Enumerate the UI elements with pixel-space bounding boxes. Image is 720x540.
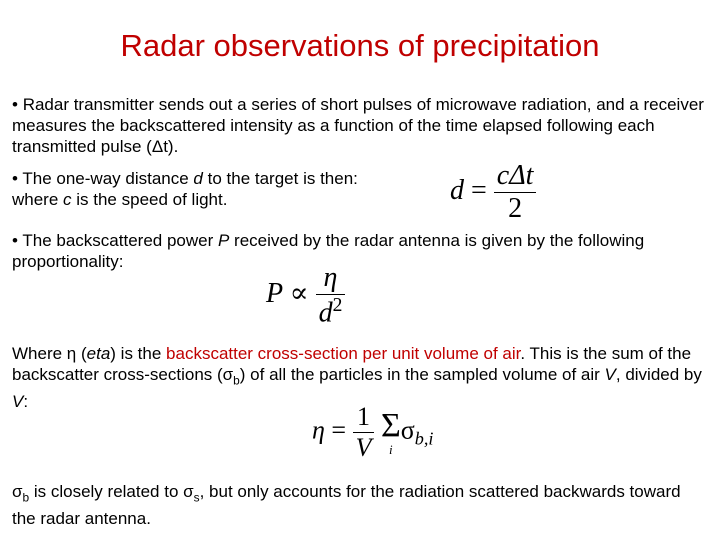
eq3-sigma: σ [400, 415, 415, 445]
subscript-b-2: b [22, 490, 30, 505]
eta-text-mid: ) is the [110, 344, 167, 363]
eq2-denominator [316, 295, 346, 329]
paragraph-sigma [12, 481, 708, 529]
sum-index: i [389, 442, 393, 457]
paragraph-power [12, 230, 708, 272]
eq2-fraction [316, 262, 346, 329]
speed-text-end: is the speed of light. [71, 190, 228, 209]
equation-distance [450, 160, 536, 225]
eq3-lhs: η [312, 415, 325, 445]
var-V: V [604, 365, 616, 384]
var-V-2: V [12, 392, 24, 412]
subscript-b: b [233, 373, 240, 388]
paragraph-distance [12, 168, 708, 210]
eq2-numerator: η [316, 262, 346, 295]
eq3-subscript: b,i [414, 428, 434, 449]
eta-text-end: : [23, 392, 29, 412]
eta-word: eta [86, 344, 111, 363]
slide-title: Radar observations of precipitation [120, 28, 600, 63]
eq3-fraction [353, 402, 375, 463]
bullet: • [12, 231, 18, 250]
subscript-s: s [193, 490, 200, 505]
paragraph-pulses [12, 94, 708, 157]
eq3-denominator: V [355, 433, 372, 462]
equation-eta [312, 402, 433, 463]
sigma-text-end: , but only accounts for the radiation scattered backwards toward the radar antenna. [12, 482, 681, 529]
eq3-numerator: 1 [353, 402, 375, 433]
sum-symbol: Σ [380, 407, 401, 444]
eq2-lhs: P [266, 278, 283, 310]
eq1-numerator: cΔt [494, 160, 537, 193]
distance-text-end: to the target is then: [202, 169, 358, 188]
eta-text: Where η ( [12, 344, 87, 363]
var-c: c [63, 190, 72, 209]
sigma-symbol: σ [12, 482, 23, 501]
var-P: P [217, 231, 230, 250]
eq2-den-base: d [318, 297, 333, 329]
eq2-den-exponent: 2 [332, 295, 343, 316]
paragraph-pulses-text: Radar transmitter sends out a series of short pulses of microwave radiation, and a receiver measures the backscattered intensity as a function of the time elapsed following each transmitted pulse (Δt). [12, 95, 704, 156]
eta-text-3: ) of all the particles in the sampled volume of air [239, 365, 605, 384]
eq3-equals: = [331, 415, 347, 445]
bullet: • [12, 95, 18, 114]
equation-power [266, 262, 345, 329]
eta-text-4: , divided by [615, 365, 702, 384]
eta-text-2: . This is the sum of the backscatter cross-sections (σ [12, 344, 692, 384]
distance-text: The one-way distance [22, 169, 194, 188]
power-text: The backscattered power [22, 231, 218, 250]
eq1-equals: = [471, 174, 487, 206]
eq3-sum [381, 409, 401, 456]
eq2-proportional: ∝ [289, 278, 309, 310]
eq1-lhs: d [450, 174, 464, 206]
speed-text: where [12, 190, 64, 209]
var-d: d [193, 169, 203, 188]
power-text-end: received by the radar antenna is given by the following proportionality: [12, 231, 645, 271]
eq1-fraction [494, 160, 537, 225]
bullet: • [12, 169, 18, 188]
sigma-text: is closely related to σ [29, 482, 194, 501]
eq1-denominator: 2 [508, 193, 523, 224]
highlight-definition: backscatter cross-section per unit volume of air [166, 344, 521, 363]
